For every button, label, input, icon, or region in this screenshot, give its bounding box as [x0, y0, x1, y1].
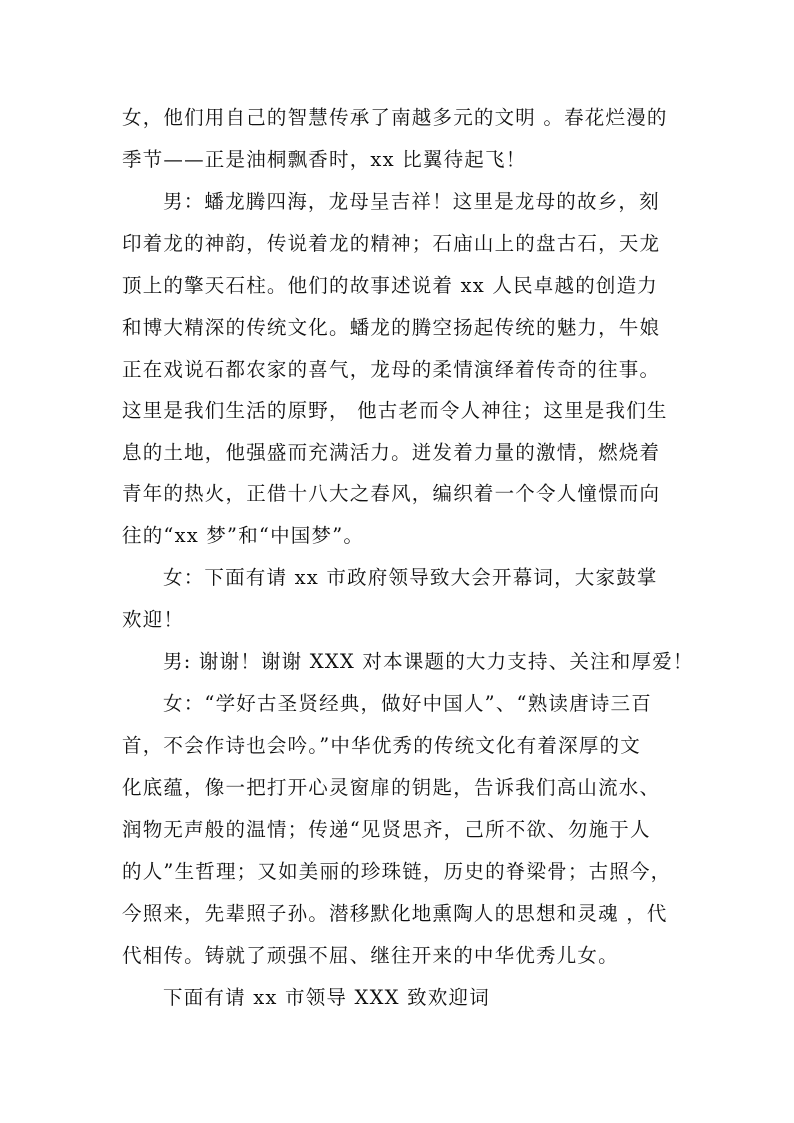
paragraph-line: 今照来，先辈照子孙。潜移默化地熏陶人的思想和灵魂 ，代 — [122, 902, 668, 925]
paragraph-line: 男: 谢谢！谢谢 XXX 对本课题的大力支持、关注和厚爱！ — [163, 650, 694, 673]
paragraph-line: 女：下面有请 xx 市政府领导致大会开幕词，大家鼓掌 — [163, 566, 658, 589]
paragraph-line: 女，他们用自己的智慧传承了南越多元的文明 。春花烂漫的 — [122, 106, 668, 129]
paragraph-line: 正在戏说石都农家的喜气，龙母的柔情演绎着传奇的往事。 — [122, 358, 661, 381]
paragraph-line: 代相传。铸就了顽强不屈、继往开来的中华优秀儿女。 — [122, 944, 619, 967]
paragraph-line: 润物无声般的温情；传递“见贤思齐，己所不欲、勿施于人 — [122, 818, 651, 841]
paragraph-line: 息的土地，他强盛而充满活力。迸发着力量的激情，燃烧着 — [122, 441, 661, 464]
paragraph-line: 青年的热火，正借十八大之春风，编织着一个令人憧憬而向 — [122, 482, 661, 505]
paragraph-line: 顶上的擎天石柱。他们的故事述说着 xx 人民卓越的创造力 — [122, 274, 658, 297]
paragraph-line: 下面有请 xx 市领导 XXX 致欢迎词 — [163, 986, 490, 1009]
paragraph-line: 季节——正是油桐飘香时，xx 比翼待起飞！ — [122, 148, 527, 171]
paragraph-line: 和博大精深的传统文化。蟠龙的腾空扬起传统的魅力，牛娘 — [122, 316, 661, 339]
paragraph-line: 的人”生哲理；又如美丽的珍珠链，历史的脊梁骨；古照今， — [122, 860, 672, 883]
paragraph-line: 印着龙的神韵，传说着龙的精神；石庙山上的盘古石，天龙 — [122, 232, 661, 255]
paragraph-line: 男：蟠龙腾四海，龙母呈吉祥！这里是龙母的故乡，刻 — [163, 190, 660, 213]
paragraph-line: 女：“学好古圣贤经典，做好中国人”、“熟读唐诗三百 — [163, 692, 652, 715]
paragraph-line: 首，不会作诗也会吟。”中华优秀的传统文化有着深厚的文 — [122, 734, 641, 757]
paragraph-line: 欢迎！ — [122, 608, 185, 631]
paragraph-line: 这里是我们生活的原野， 他古老而令人神往；这里是我们生 — [122, 399, 668, 422]
paragraph-line: 化底蕴，像一把打开心灵窗扉的钥匙，告诉我们高山流水、 — [122, 776, 661, 799]
paragraph-line: 往的“xx 梦”和“中国梦”。 — [122, 524, 365, 547]
